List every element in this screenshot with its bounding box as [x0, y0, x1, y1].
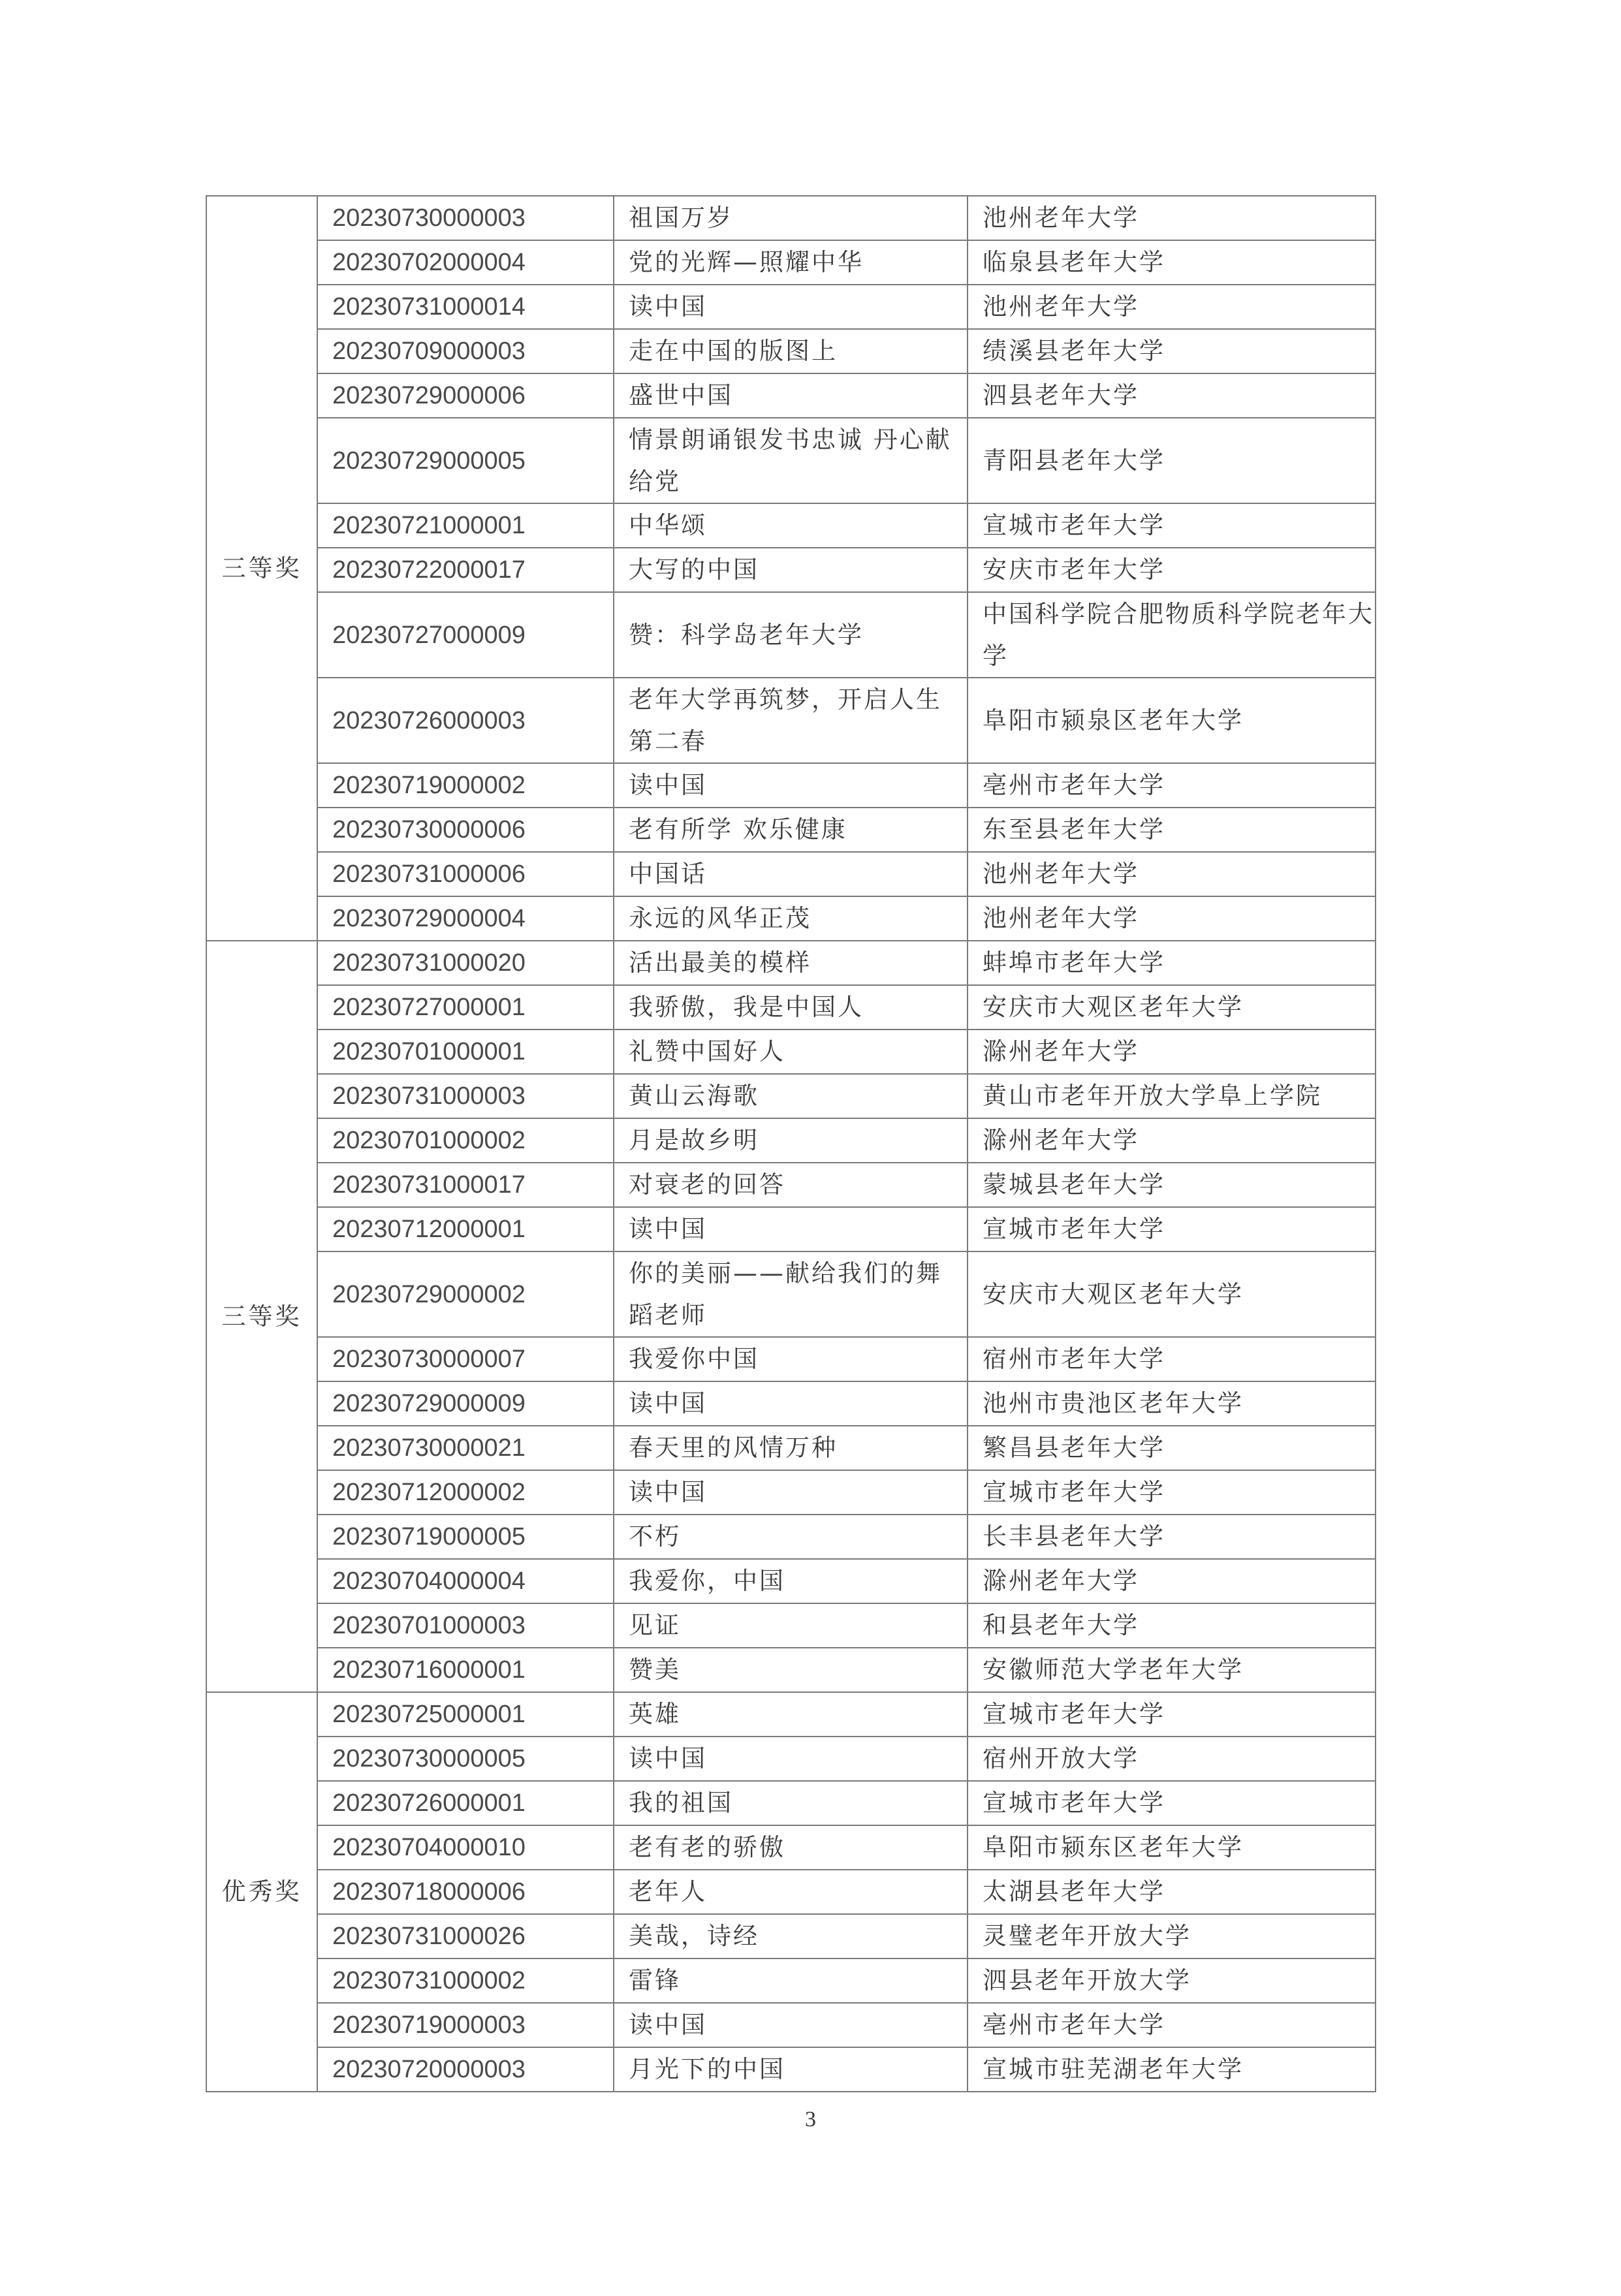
work-title-cell: 老年人 [614, 1870, 968, 1914]
table-row [206, 2003, 1376, 2047]
unit-name-cell: 中国科学院合肥物质科学院老年大学 [968, 592, 1376, 678]
unit-name-cell: 青阳县老年大学 [968, 418, 1376, 503]
table-row [206, 1074, 1376, 1118]
unit-name-cell: 蚌埠市老年大学 [968, 941, 1376, 985]
table-row [206, 1559, 1376, 1603]
table-row [206, 1337, 1376, 1381]
table-row [206, 1870, 1376, 1914]
entry-id-cell: 20230701000001 [317, 1030, 614, 1074]
table-row [206, 329, 1376, 373]
table-row [206, 1603, 1376, 1648]
unit-name-cell: 繁昌县老年大学 [968, 1426, 1376, 1470]
work-title-cell: 对衰老的回答 [614, 1163, 968, 1207]
entry-id-cell: 20230730000007 [317, 1337, 614, 1381]
unit-name-cell: 长丰县老年大学 [968, 1515, 1376, 1559]
unit-name-cell: 黄山市老年开放大学阜上学院 [968, 1074, 1376, 1118]
award-level-cell: 优秀奖 [206, 1692, 317, 2092]
work-title-cell: 老年大学再筑梦，开启人生第二春 [614, 678, 968, 763]
entry-id-cell: 20230726000003 [317, 678, 614, 763]
work-title-cell: 祖国万岁 [614, 196, 968, 240]
entry-id-cell: 20230725000001 [317, 1692, 614, 1737]
unit-name-cell: 滁州老年大学 [968, 1030, 1376, 1074]
table-row [206, 285, 1376, 329]
table-row [206, 763, 1376, 808]
table-row [206, 1958, 1376, 2003]
work-title-cell: 走在中国的版图上 [614, 329, 968, 373]
table-row [206, 896, 1376, 941]
table-row [206, 1030, 1376, 1074]
unit-name-cell: 滁州老年大学 [968, 1118, 1376, 1163]
work-title-cell: 黄山云海歌 [614, 1074, 968, 1118]
entry-id-cell: 20230729000006 [317, 373, 614, 418]
unit-name-cell: 灵璧老年开放大学 [968, 1914, 1376, 1958]
work-title-cell: 大写的中国 [614, 548, 968, 592]
entry-id-cell: 20230718000006 [317, 1870, 614, 1914]
entry-id-cell: 20230704000010 [317, 1825, 614, 1870]
entry-id-cell: 20230709000003 [317, 329, 614, 373]
work-title-cell: 我爱你，中国 [614, 1559, 968, 1603]
table-row [206, 2047, 1376, 2092]
entry-id-cell: 20230712000001 [317, 1207, 614, 1251]
table-row [206, 678, 1376, 763]
entry-id-cell: 20230719000005 [317, 1515, 614, 1559]
unit-name-cell: 安庆市大观区老年大学 [968, 985, 1376, 1030]
entry-id-cell: 20230730000005 [317, 1737, 614, 1781]
table-row [206, 1648, 1376, 1692]
entry-id-cell: 20230701000003 [317, 1603, 614, 1648]
work-title-cell: 读中国 [614, 285, 968, 329]
table-row [206, 1781, 1376, 1825]
entry-id-cell: 20230719000003 [317, 2003, 614, 2047]
entry-id-cell: 20230729000004 [317, 896, 614, 941]
table-row [206, 1251, 1376, 1337]
entry-id-cell: 20230712000002 [317, 1470, 614, 1515]
work-title-cell: 中国话 [614, 852, 968, 896]
entry-id-cell: 20230729000009 [317, 1381, 614, 1426]
entry-id-cell: 20230731000014 [317, 285, 614, 329]
work-title-cell: 读中国 [614, 1381, 968, 1426]
entry-id-cell: 20230727000001 [317, 985, 614, 1030]
entry-id-cell: 20230731000002 [317, 1958, 614, 2003]
award-level-cell: 三等奖 [206, 941, 317, 1692]
table-row [206, 1470, 1376, 1515]
unit-name-cell: 宣城市驻芜湖老年大学 [968, 2047, 1376, 2092]
unit-name-cell: 临泉县老年大学 [968, 240, 1376, 285]
work-title-cell: 英雄 [614, 1692, 968, 1737]
table-row [206, 808, 1376, 852]
unit-name-cell: 宣城市老年大学 [968, 1781, 1376, 1825]
entry-id-cell: 20230731000006 [317, 852, 614, 896]
entry-id-cell: 20230701000002 [317, 1118, 614, 1163]
entry-id-cell: 20230729000002 [317, 1251, 614, 1337]
entry-id-cell: 20230702000004 [317, 240, 614, 285]
work-title-cell: 永远的风华正茂 [614, 896, 968, 941]
unit-name-cell: 绩溪县老年大学 [968, 329, 1376, 373]
unit-name-cell: 泗县老年开放大学 [968, 1958, 1376, 2003]
unit-name-cell: 阜阳市颍泉区老年大学 [968, 678, 1376, 763]
entry-id-cell: 20230731000017 [317, 1163, 614, 1207]
table-row [206, 373, 1376, 418]
work-title-cell: 美哉，诗经 [614, 1914, 968, 1958]
award-level-cell: 三等奖 [206, 196, 317, 941]
table-row [206, 1118, 1376, 1163]
entry-id-cell: 20230727000009 [317, 592, 614, 678]
work-title-cell: 雷锋 [614, 1958, 968, 2003]
table-row [206, 1914, 1376, 1958]
unit-name-cell: 宣城市老年大学 [968, 503, 1376, 548]
work-title-cell: 你的美丽——献给我们的舞蹈老师 [614, 1251, 968, 1337]
work-title-cell: 读中国 [614, 763, 968, 808]
table-row [206, 1207, 1376, 1251]
entry-id-cell: 20230731000003 [317, 1074, 614, 1118]
page-number: 3 [805, 2107, 816, 2131]
work-title-cell: 读中国 [614, 2003, 968, 2047]
unit-name-cell: 亳州市老年大学 [968, 2003, 1376, 2047]
table-row [206, 852, 1376, 896]
unit-name-cell: 池州老年大学 [968, 196, 1376, 240]
unit-name-cell: 安徽师范大学老年大学 [968, 1648, 1376, 1692]
work-title-cell: 我骄傲，我是中国人 [614, 985, 968, 1030]
work-title-cell: 读中国 [614, 1470, 968, 1515]
entry-id-cell: 20230719000002 [317, 763, 614, 808]
unit-name-cell: 宣城市老年大学 [968, 1470, 1376, 1515]
unit-name-cell: 东至县老年大学 [968, 808, 1376, 852]
table-row [206, 1163, 1376, 1207]
work-title-cell: 老有所学 欢乐健康 [614, 808, 968, 852]
table-row [206, 941, 1376, 985]
work-title-cell: 月是故乡明 [614, 1118, 968, 1163]
unit-name-cell: 宣城市老年大学 [968, 1207, 1376, 1251]
table-row [206, 503, 1376, 548]
entry-id-cell: 20230730000006 [317, 808, 614, 852]
table-row [206, 985, 1376, 1030]
work-title-cell: 我爱你中国 [614, 1337, 968, 1381]
unit-name-cell: 滁州老年大学 [968, 1559, 1376, 1603]
unit-name-cell: 和县老年大学 [968, 1603, 1376, 1648]
unit-name-cell: 亳州市老年大学 [968, 763, 1376, 808]
unit-name-cell: 宿州开放大学 [968, 1737, 1376, 1781]
table-row [206, 1825, 1376, 1870]
work-title-cell: 赞：科学岛老年大学 [614, 592, 968, 678]
unit-name-cell: 蒙城县老年大学 [968, 1163, 1376, 1207]
work-title-cell: 春天里的风情万种 [614, 1426, 968, 1470]
work-title-cell: 我的祖国 [614, 1781, 968, 1825]
awards-table-body [206, 196, 1376, 2092]
table-row [206, 1381, 1376, 1426]
unit-name-cell: 宣城市老年大学 [968, 1692, 1376, 1737]
work-title-cell: 读中国 [614, 1737, 968, 1781]
unit-name-cell: 安庆市大观区老年大学 [968, 1251, 1376, 1337]
unit-name-cell: 安庆市老年大学 [968, 548, 1376, 592]
work-title-cell: 礼赞中国好人 [614, 1030, 968, 1074]
work-title-cell: 不朽 [614, 1515, 968, 1559]
work-title-cell: 活出最美的模样 [614, 941, 968, 985]
table-row [206, 1692, 1376, 1737]
entry-id-cell: 20230731000026 [317, 1914, 614, 1958]
unit-name-cell: 阜阳市颍东区老年大学 [968, 1825, 1376, 1870]
unit-name-cell: 池州老年大学 [968, 852, 1376, 896]
table-row [206, 548, 1376, 592]
entry-id-cell: 20230726000001 [317, 1781, 614, 1825]
table-row [206, 196, 1376, 240]
work-title-cell: 老有老的骄傲 [614, 1825, 968, 1870]
unit-name-cell: 池州老年大学 [968, 285, 1376, 329]
entry-id-cell: 20230722000017 [317, 548, 614, 592]
table-row [206, 240, 1376, 285]
table-row [206, 418, 1376, 503]
work-title-cell: 读中国 [614, 1207, 968, 1251]
unit-name-cell: 宿州市老年大学 [968, 1337, 1376, 1381]
entry-id-cell: 20230716000001 [317, 1648, 614, 1692]
unit-name-cell: 太湖县老年大学 [968, 1870, 1376, 1914]
unit-name-cell: 池州市贵池区老年大学 [968, 1381, 1376, 1426]
work-title-cell: 情景朗诵银发书忠诚 丹心献给党 [614, 418, 968, 503]
work-title-cell: 中华颂 [614, 503, 968, 548]
work-title-cell: 见证 [614, 1603, 968, 1648]
table-row [206, 592, 1376, 678]
entry-id-cell: 20230721000001 [317, 503, 614, 548]
work-title-cell: 党的光辉—照耀中华 [614, 240, 968, 285]
table-row [206, 1426, 1376, 1470]
unit-name-cell: 池州老年大学 [968, 896, 1376, 941]
work-title-cell: 月光下的中国 [614, 2047, 968, 2092]
entry-id-cell: 20230731000020 [317, 941, 614, 985]
awards-table [206, 195, 1376, 2092]
entry-id-cell: 20230729000005 [317, 418, 614, 503]
entry-id-cell: 20230730000021 [317, 1426, 614, 1470]
entry-id-cell: 20230730000003 [317, 196, 614, 240]
table-row [206, 1737, 1376, 1781]
entry-id-cell: 20230720000003 [317, 2047, 614, 2092]
work-title-cell: 赞美 [614, 1648, 968, 1692]
unit-name-cell: 泗县老年大学 [968, 373, 1376, 418]
table-row [206, 1515, 1376, 1559]
entry-id-cell: 20230704000004 [317, 1559, 614, 1603]
work-title-cell: 盛世中国 [614, 373, 968, 418]
